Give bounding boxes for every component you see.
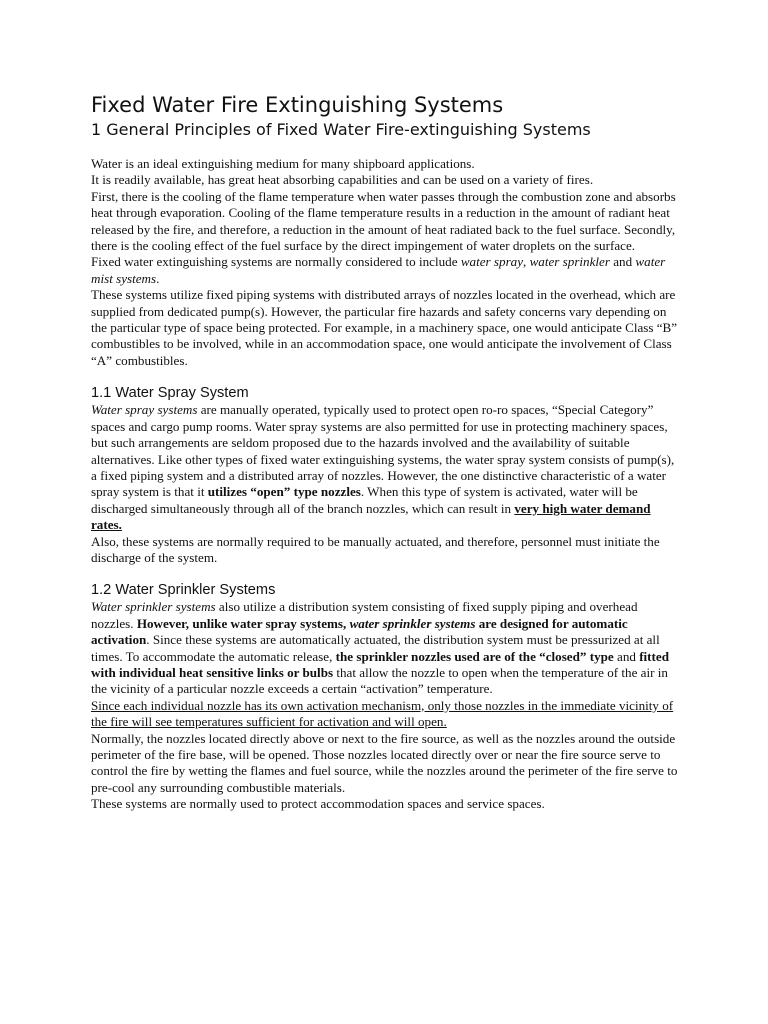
text-run: and xyxy=(613,648,640,664)
bold-open-nozzles: utilizes “open” type nozzles xyxy=(207,484,361,500)
section-heading-water-sprinkler: 1.2 Water Sprinkler Systems xyxy=(91,582,276,599)
intro-paragraph-5: These systems utilize fixed piping systems with distributed arrays of nozzles located in the overhead, which are supplied from dedicated pump(s). However, the particular fire hazards and safety concerns vary depending on the particular type of space being protected. For example, in a machinery space, one would anticipate Class “B” combustibles to be involved, while in an accommodation space, one would anticipate the involvement of Class “A” combustibles. xyxy=(91,287,678,368)
text-run: . Since these systems are automatically actuated, the distribution system must be pressurized at all times. To accommodate the automatic release, xyxy=(91,632,660,664)
bold-unlike-spray: However, unlike water spray systems, xyxy=(136,615,350,631)
text-run: are manually operated, typically used to protect open ro-ro spaces, “Special Category” spaces and cargo pump rooms. Water spray systems are also permitted for use in protecting machinery spaces, but such arrangements are seldom proposed due to the hazards involved and the availability of suitable alternatives. Like other types of fixed water extinguishing systems, the water spray system consists of pump(s), a fixed piping system and a distributed array of nozzles. However, the one distinctive characteristic of a water spray system is that it xyxy=(91,402,675,500)
spray-paragraph-2: Also, these systems are normally required to be manually actuated, and therefore, personnel must initiate the discharge of the system. xyxy=(91,533,660,565)
italic-term-water-sprinkler: water sprinkler xyxy=(529,254,610,270)
bold-heat-sensitive-links: fitted with individual heat sensitive links or bulbs xyxy=(91,648,670,680)
spray-paragraph-1 xyxy=(91,402,681,533)
bold-underlined-high-demand: very high water demand rates. xyxy=(91,500,651,533)
text-run: . When this type of system is activated, water will be discharged simultaneously through all of the branch nozzles, which can result in xyxy=(91,484,638,516)
italic-term-water-mist: water mist systems xyxy=(91,254,666,286)
intro-paragraph-1: Water is an ideal extinguishing medium for many shipboard applications. xyxy=(91,156,475,171)
text-run: and xyxy=(609,254,636,270)
text-run: that allow the nozzle to open when the temperature of the air in the vicinity of a particular nozzle exceeds a certain “activation” temperature. xyxy=(91,664,668,697)
underlined-activation-note: Since each individual nozzle has its own activation mechanism, only those nozzles in the immediate vicinity of the fire will see temperatures sufficient for activation and will open. xyxy=(91,697,674,730)
text-run: Fixed water extinguishing systems are normally considered to include xyxy=(91,254,461,270)
italic-term-water-sprinkler-systems: Water sprinkler systems xyxy=(91,599,216,615)
text-run: also utilize a distribution system consisting of fixed supply piping and overhead nozzles. xyxy=(91,599,638,631)
bold-closed-type: the sprinkler nozzles used are of the “closed” type xyxy=(335,648,614,664)
bold-italic-term-water-sprinkler-systems: water sprinkler systems xyxy=(349,615,476,631)
sprinkler-paragraph-1 xyxy=(91,599,681,730)
intro-paragraph-4 xyxy=(91,254,681,287)
italic-term-water-spray: water spray xyxy=(460,254,524,270)
sprinkler-paragraph-2: Normally, the nozzles located directly above or next to the fire source, as well as the nozzles around the outside perimeter of the fire base, will be opened. Those nozzles located directly over or near the fire source serve to control the fire by wetting the flames and fuel source, while the nozzles around the perimeter of the fire serve to pre-cool any surrounding combustible materials. xyxy=(91,730,678,795)
text-run: . xyxy=(156,270,160,286)
sprinkler-paragraph-3: These systems are normally used to protect accommodation spaces and service spaces. xyxy=(91,796,545,812)
intro-paragraph-3: First, there is the cooling of the flame temperature when water passes through the combustion zone and absorbs heat through evaporation. Cooling of the flame temperature results in a reduction in the amount of radiant heat released by the fire, and therefore, a reduction in the amount of heat radiated back to the fuel surface. Secondly, there is the cooling effect of the fuel surface by the direct impingement of water droplets on the surface. xyxy=(91,188,676,254)
bold-automatic-activation: are designed for automatic activation xyxy=(91,615,628,648)
italic-term-water-spray-systems: Water spray systems xyxy=(91,402,198,418)
intro-paragraph-2: It is readily available, has great heat absorbing capabilities and can be used on a variety of fires. xyxy=(91,172,594,188)
section-heading-water-spray: 1.1 Water Spray System xyxy=(91,385,249,402)
intro-section xyxy=(91,156,681,369)
section-heading-general-principles: 1 General Principles of Fixed Water Fire-extinguishing Systems xyxy=(91,120,591,139)
document-title: Fixed Water Fire Extinguishing Systems xyxy=(91,93,504,117)
document-content xyxy=(91,92,681,813)
text-run: , xyxy=(523,254,530,270)
